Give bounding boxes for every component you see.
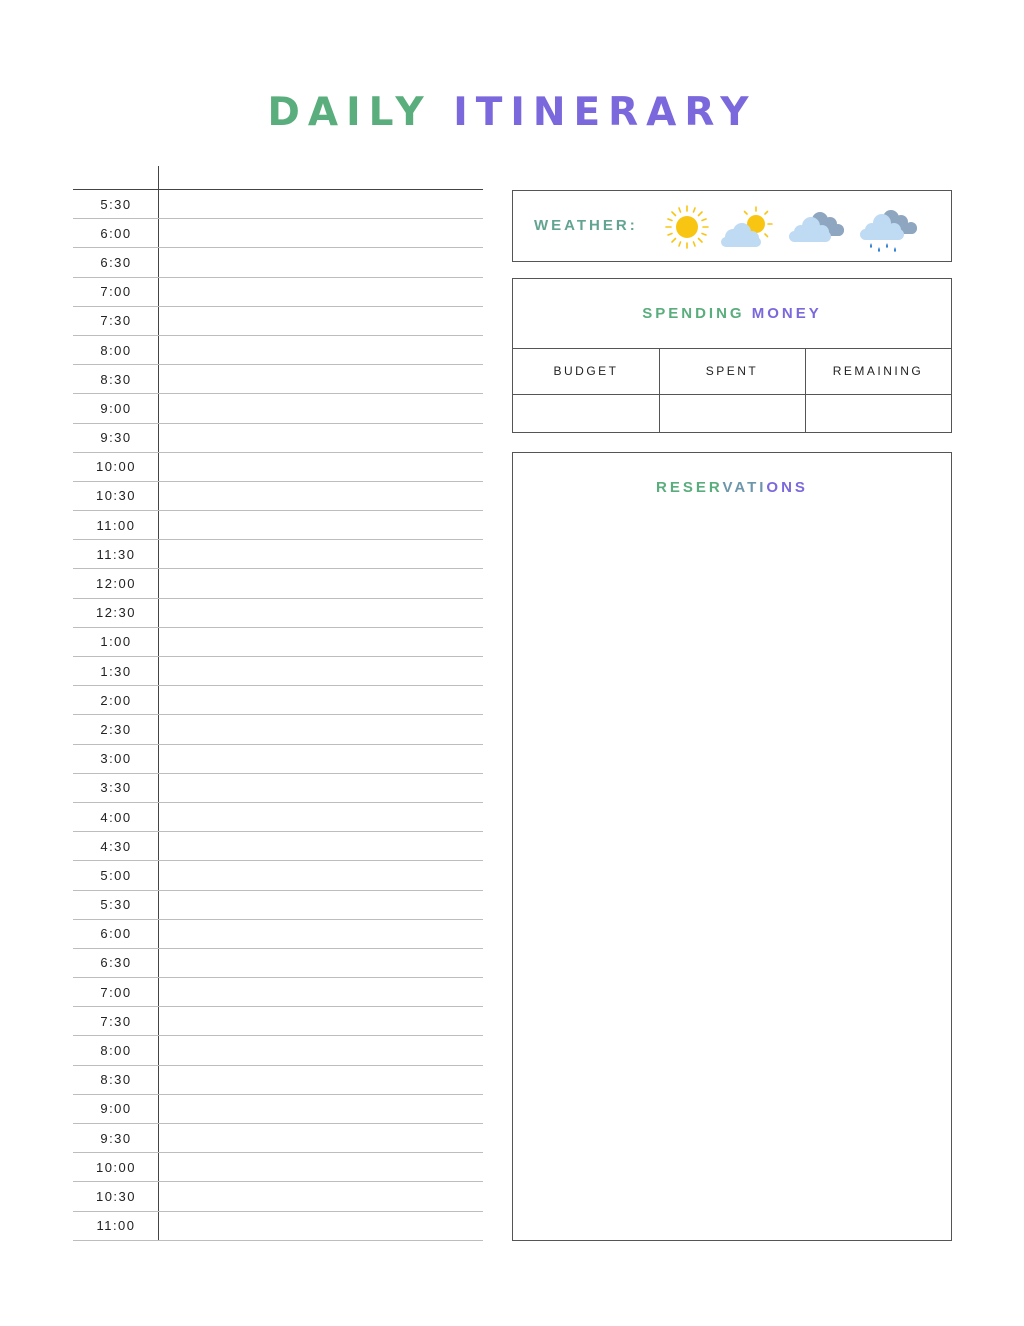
time-label: 4:00 — [100, 809, 132, 825]
schedule-row[interactable] — [73, 1095, 483, 1124]
time-label: 1:00 — [100, 634, 132, 650]
schedule-row[interactable] — [73, 861, 483, 890]
schedule-row[interactable] — [73, 1124, 483, 1153]
schedule-row[interactable] — [73, 745, 483, 774]
time-label: 12:30 — [95, 605, 137, 621]
schedule-row[interactable] — [73, 686, 483, 715]
schedule-row[interactable] — [73, 540, 483, 569]
schedule-row[interactable] — [73, 424, 483, 453]
time-label: 10:30 — [95, 488, 137, 504]
time-label: 11:30 — [96, 546, 136, 562]
spending-col-divider-2 — [805, 348, 806, 432]
time-label: 6:30 — [100, 254, 132, 270]
schedule-row[interactable] — [73, 365, 483, 394]
schedule-row[interactable] — [73, 628, 483, 657]
time-label: 8:00 — [100, 342, 132, 358]
schedule-row[interactable] — [73, 1212, 483, 1241]
time-label: 11:00 — [96, 1218, 136, 1234]
schedule-row[interactable] — [73, 832, 483, 861]
time-label: 11:00 — [96, 517, 136, 533]
schedule-row[interactable] — [73, 336, 483, 365]
time-label: 6:30 — [100, 955, 132, 971]
time-label: 6:00 — [100, 926, 132, 942]
schedule-row[interactable] — [73, 949, 483, 978]
sunny-icon[interactable] — [663, 203, 711, 251]
schedule-row[interactable] — [73, 482, 483, 511]
page-title — [0, 88, 1024, 138]
weather-box — [512, 190, 952, 262]
reservations-title-part2: VATI — [722, 479, 767, 496]
schedule-row[interactable] — [73, 774, 483, 803]
schedule-row[interactable] — [73, 453, 483, 482]
time-label: 9:30 — [100, 430, 132, 446]
reservations-box[interactable] — [512, 452, 952, 1241]
schedule-row[interactable] — [73, 920, 483, 949]
budget-header: BUDGET — [553, 364, 619, 378]
time-label: 12:00 — [95, 576, 137, 592]
reservations-title — [513, 479, 951, 496]
partly-cloudy-icon[interactable] — [716, 203, 778, 251]
schedule-row[interactable] — [73, 1066, 483, 1095]
reservations-title-part1: RESER — [656, 479, 723, 496]
rainy-icon[interactable] — [857, 203, 923, 259]
time-label: 5:30 — [100, 897, 132, 913]
schedule-row[interactable] — [73, 599, 483, 628]
schedule-row[interactable] — [73, 1153, 483, 1182]
spending-money-box — [512, 278, 952, 433]
title-part-daily: DAILY — [267, 90, 432, 135]
spending-header-line — [513, 348, 951, 349]
time-label: 8:30 — [100, 1072, 132, 1088]
schedule-row[interactable] — [73, 715, 483, 744]
weather-label: WEATHER: — [534, 217, 638, 234]
schedule-row[interactable] — [73, 1036, 483, 1065]
schedule-row[interactable] — [73, 891, 483, 920]
time-label: 9:00 — [100, 400, 132, 416]
time-label: 2:00 — [100, 692, 132, 708]
time-label: 5:30 — [100, 196, 132, 212]
time-label: 7:00 — [100, 984, 132, 1000]
schedule-row[interactable] — [73, 569, 483, 598]
title-part-itinerary: ITINERARY — [453, 90, 757, 135]
remaining-header: REMAINING — [832, 364, 924, 378]
time-label: 7:00 — [100, 284, 132, 300]
spending-money-title — [513, 305, 951, 322]
time-label: 7:30 — [100, 313, 132, 329]
time-label: 3:00 — [100, 751, 132, 767]
spending-title-part1: SPENDING — [642, 305, 745, 322]
schedule-table — [73, 190, 483, 1241]
schedule-row[interactable] — [73, 219, 483, 248]
time-label: 2:30 — [100, 721, 132, 737]
schedule-row[interactable] — [73, 190, 483, 219]
schedule-row[interactable] — [73, 657, 483, 686]
schedule-row[interactable] — [73, 511, 483, 540]
spent-header: SPENT — [705, 364, 759, 378]
time-label: 8:30 — [100, 371, 132, 387]
schedule-row[interactable] — [73, 248, 483, 277]
time-label: 9:00 — [100, 1101, 132, 1117]
schedule-row[interactable] — [73, 1007, 483, 1036]
time-label: 7:30 — [100, 1013, 132, 1029]
time-label: 4:30 — [100, 838, 132, 854]
time-label: 10:00 — [95, 1159, 137, 1175]
spending-col-divider-1 — [659, 348, 660, 432]
time-label: 3:30 — [100, 780, 132, 796]
spending-row-line — [513, 394, 951, 395]
schedule-row[interactable] — [73, 1182, 483, 1211]
time-label: 1:30 — [100, 663, 132, 679]
reservations-title-part3: ONS — [766, 479, 808, 496]
time-label: 9:30 — [100, 1130, 132, 1146]
time-label: 10:00 — [95, 459, 137, 475]
schedule-row[interactable] — [73, 803, 483, 832]
time-label: 6:00 — [100, 225, 132, 241]
time-label: 10:30 — [95, 1188, 137, 1204]
time-label: 5:00 — [100, 867, 132, 883]
cloudy-icon[interactable] — [786, 203, 848, 251]
schedule-row[interactable] — [73, 278, 483, 307]
spending-title-part2: MONEY — [751, 305, 822, 322]
schedule-row[interactable] — [73, 978, 483, 1007]
schedule-row[interactable] — [73, 394, 483, 423]
time-label: 8:00 — [100, 1043, 132, 1059]
schedule-row[interactable] — [73, 307, 483, 336]
